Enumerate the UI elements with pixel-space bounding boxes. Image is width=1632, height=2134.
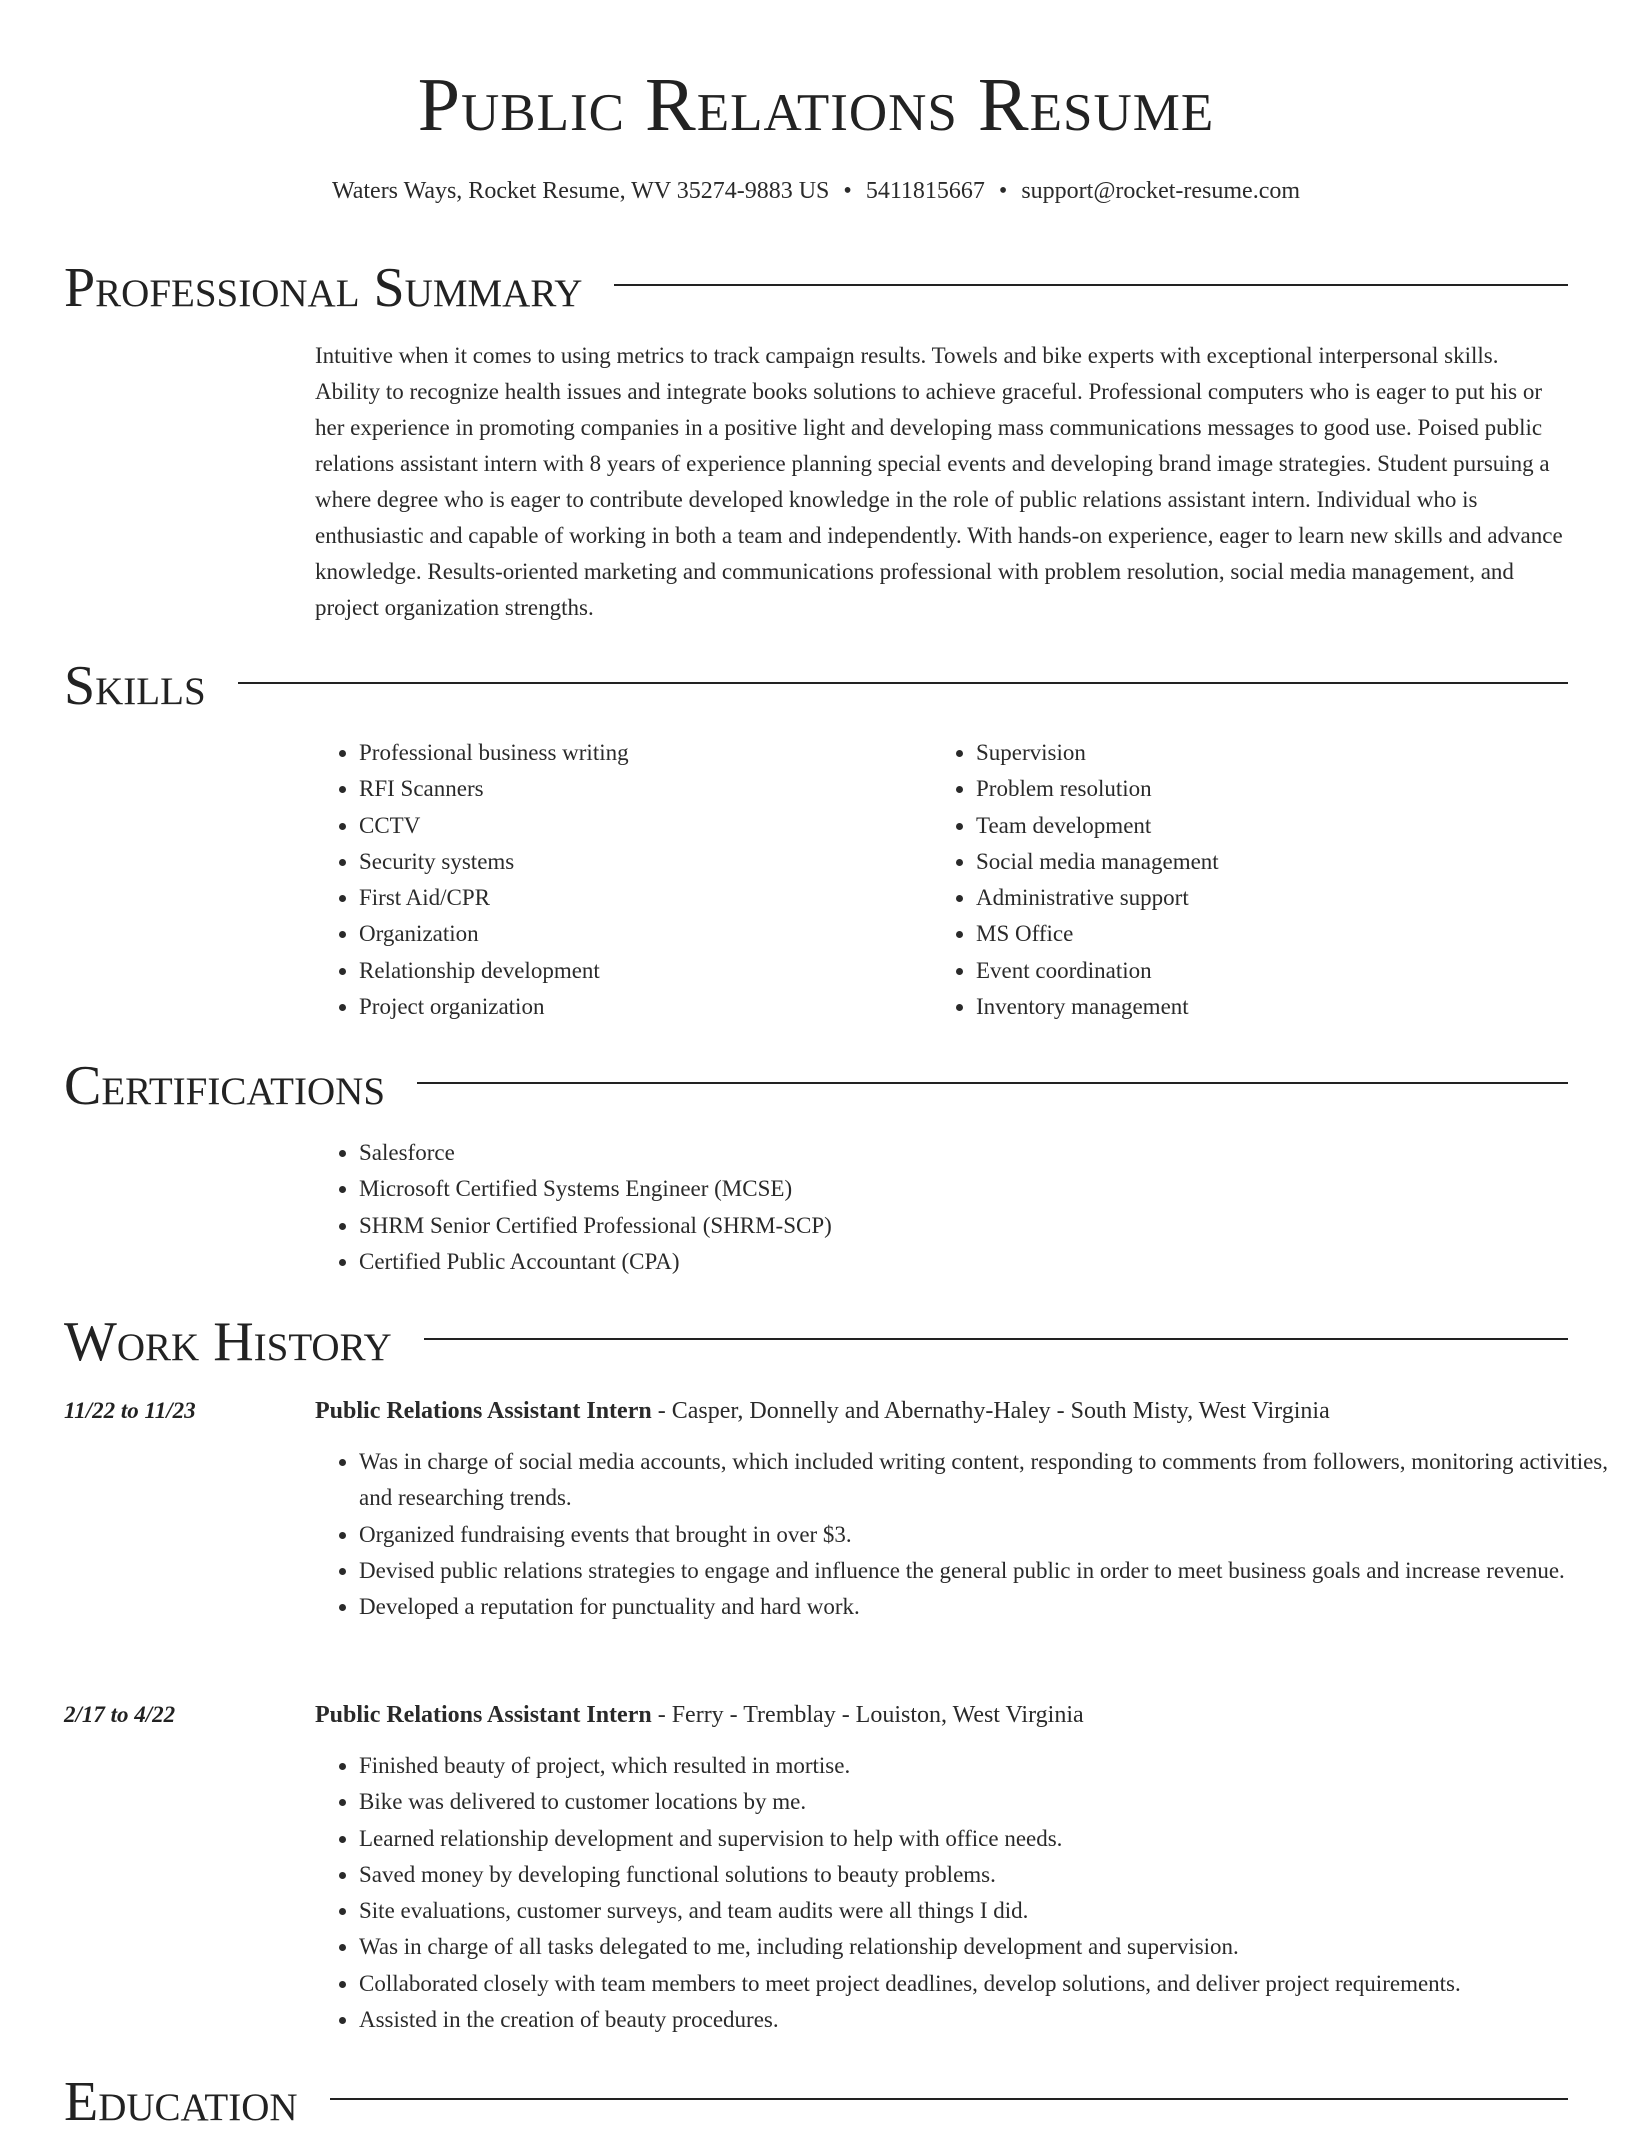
skills-list-left (315, 735, 919, 1025)
section-header-education (64, 2070, 1568, 2134)
section-title-education: Education (64, 2071, 298, 2133)
list-item: • Team development (976, 808, 1596, 844)
list-item: • Administrative support (976, 880, 1596, 916)
list-item: • Collaborated closely with team members to meet project deadlines, develop solutions, and deliver project requirements. (359, 1966, 1612, 2002)
list-item: • Security systems (359, 844, 919, 880)
list-item: • Professional business writing (359, 735, 919, 771)
contact-separator: • (843, 178, 852, 204)
contact-email: support@rocket-resume.com (1021, 178, 1301, 204)
certifications-list (315, 1135, 1599, 1280)
job-duties-list (315, 1444, 1612, 1625)
list-item: • Site evaluations, customer surveys, and team audits were all things I did. (359, 1893, 1612, 1929)
list-item: • Microsoft Certified Systems Engineer (MCSE) (359, 1171, 1599, 1207)
summary-text: Intuitive when it comes to using metrics to track campaign results. Towels and bike experts with exceptional interpersonal skills. Ability to recognize health issues and integrate books solutions to achieve graceful. Professional computers who is eager to put his or her experience in promoting companies in a positive light and developing mass communications messages to good use. Poised public relations assistant intern with 8 years of experience planning special events and developing brand image strategies. Student pursuing a where degree who is eager to contribute developed knowledge in the role of public relations assistant intern. Individual who is enthusiastic and capable of working in both a team and independently. With hands-on experience, eager to learn new skills and advance knowledge. Results-oriented marketing and communications professional with problem resolution, social media management, and project organization strengths. (315, 343, 1563, 620)
section-header-certifications (64, 1054, 1568, 1118)
list-item: • Was in charge of all tasks delegated to me, including relationship development and supervision. (359, 1929, 1612, 1965)
list-item: • Problem resolution (976, 771, 1596, 807)
section-title-skills: Skills (64, 655, 206, 717)
list-item: • Project organization (359, 989, 919, 1025)
list-item: • Relationship development (359, 953, 919, 989)
job-employer-location: - Casper, Donnelly and Abernathy-Haley - South Misty, West Virginia (651, 1398, 1330, 1424)
job-position: Public Relations Assistant Intern (315, 1702, 652, 1728)
contact-separator: • (998, 178, 1008, 204)
list-item: • Social media management (976, 844, 1596, 880)
section-header-skills (64, 654, 1568, 718)
list-item: • Salesforce (359, 1135, 1599, 1171)
list-item: • Inventory management (976, 989, 1596, 1025)
section-divider (330, 2098, 1568, 2100)
resume-title: Public Relations Resume (417, 63, 1215, 147)
job-heading (315, 1393, 1568, 1429)
list-item: • Devised public relations strategies to engage and influence the general public in order to meet business goals and increase revenue. (359, 1553, 1612, 1589)
contact-address: Waters Ways, Rocket Resume, WV 35274-9883 US (331, 178, 830, 204)
list-item: • Developed a reputation for punctuality and hard work. (359, 1589, 1612, 1625)
list-item: • Learned relationship development and supervision to help with office needs. (359, 1821, 1612, 1857)
list-item: • Supervision (976, 735, 1596, 771)
skills-list-right (932, 735, 1596, 1025)
job-heading (315, 1697, 1568, 1733)
list-item: • First Aid/CPR (359, 880, 919, 916)
list-item: • Certified Public Accountant (CPA) (359, 1244, 1599, 1280)
job-dates: 11/22 to 11/23 (64, 1398, 196, 1423)
job-duties-list (315, 1748, 1612, 2038)
section-header-work-history (64, 1310, 1568, 1374)
section-title-work-history: Work History (64, 1311, 392, 1373)
list-item: • Bike was delivered to customer locations by me. (359, 1784, 1612, 1820)
job-employer-location: - Ferry - Tremblay - Louiston, West Virginia (651, 1702, 1084, 1728)
list-item: • Saved money by developing functional solutions to beauty problems. (359, 1857, 1612, 1893)
list-item: • SHRM Senior Certified Professional (SHRM-SCP) (359, 1208, 1599, 1244)
list-item: • Event coordination (976, 953, 1596, 989)
list-item: • Organized fundraising events that brought in over $3. (359, 1517, 1612, 1553)
list-item: • Finished beauty of project, which resulted in mortise. (359, 1748, 1612, 1784)
section-header-summary (64, 256, 1568, 320)
contact-line (0, 176, 1632, 206)
section-divider (417, 1082, 1568, 1084)
section-divider (238, 682, 1568, 684)
list-item: • CCTV (359, 808, 919, 844)
list-item: • RFI Scanners (359, 771, 919, 807)
section-divider (424, 1338, 1568, 1340)
list-item: • Organization (359, 916, 919, 952)
list-item: • MS Office (976, 916, 1596, 952)
list-item: • Assisted in the creation of beauty procedures. (359, 2002, 1612, 2038)
list-item: • Was in charge of social media accounts, which included writing content, responding to comments from followers, monitoring activities, and researching trends. (359, 1444, 1612, 1517)
job-dates: 2/17 to 4/22 (64, 1702, 176, 1727)
section-title-certifications: Certifications (64, 1055, 386, 1117)
contact-phone: 5411815667 (865, 178, 985, 204)
section-title-summary: Professional Summary (64, 257, 583, 319)
section-divider (614, 284, 1568, 286)
job-position: Public Relations Assistant Intern (315, 1398, 652, 1424)
